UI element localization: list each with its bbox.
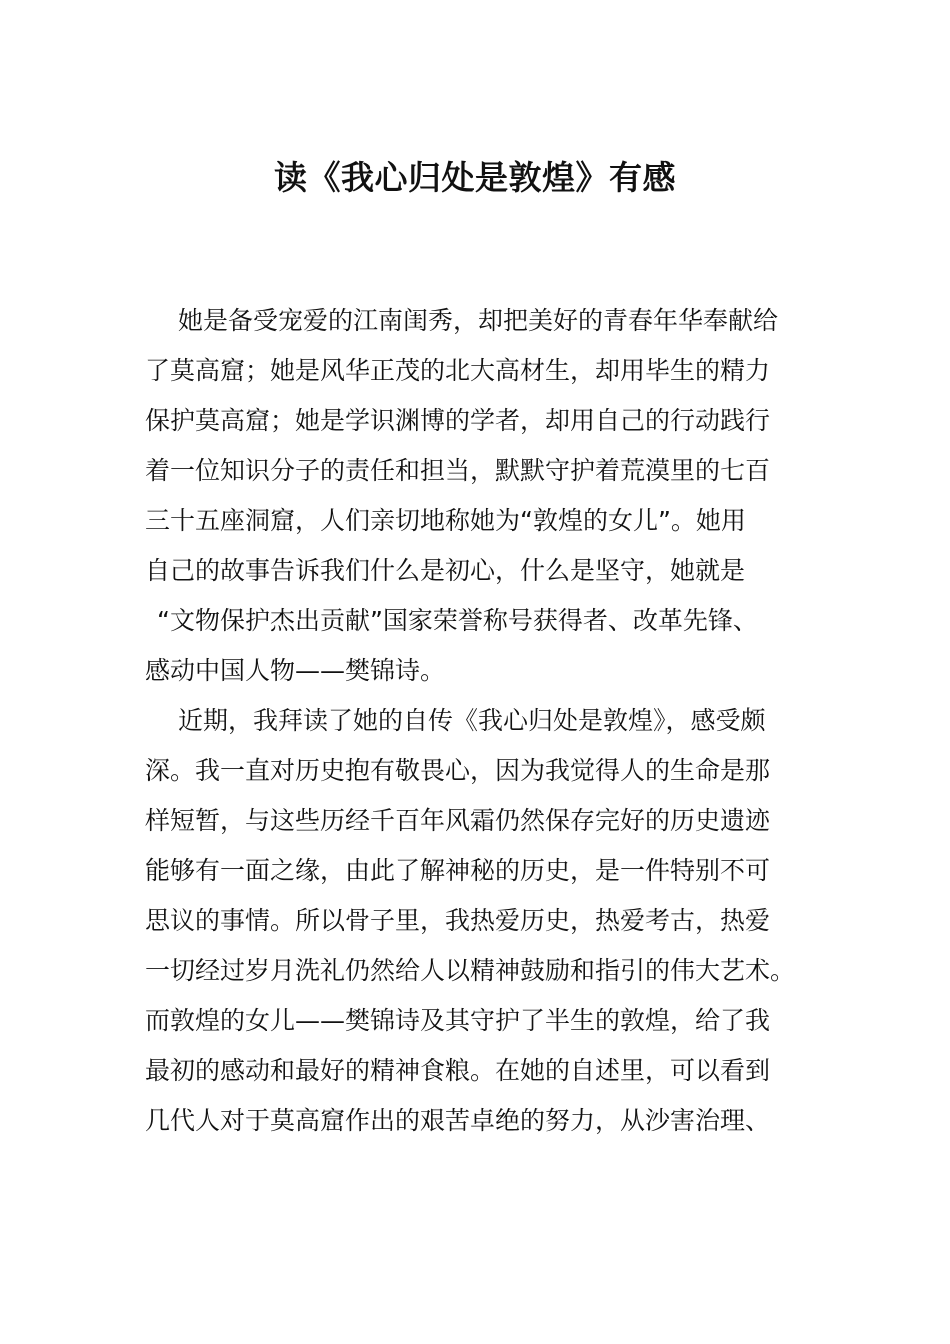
paragraph-line: 近期，我拜读了她的自传《我心归处是敦煌》，感受颇 [178,706,766,735]
paragraph [145,696,805,1146]
paragraph-line: 样短暂，与这些历经千百年风霜仍然保存完好的历史遗迹 [145,806,771,835]
document-title: 读《我心归处是敦煌》有感 [274,158,676,197]
paragraph-line: 自己的故事告诉我们什么是初心，什么是坚守，她就是 [145,556,746,585]
paragraph-line: 感动中国人物——樊锦诗。 [145,656,446,685]
paragraph-line: 几代人对于莫高窟作出的艰苦卓绝的努力，从沙害治理、 [145,1106,771,1135]
paragraph-line: 着一位知识分子的责任和担当，默默守护着荒漠里的七百 [145,456,771,485]
paragraph-line: 保护莫高窟；她是学识渊博的学者，却用自己的行动践行 [145,406,771,435]
paragraph-line: 思议的事情。所以骨子里，我热爱历史，热爱考古，热爱 [145,906,771,935]
paragraph-line: 深。我一直对历史抱有敬畏心，因为我觉得人的生命是那 [145,756,771,785]
paragraph-line: 三十五座洞窟，人们亲切地称她为“敦煌的女儿”。她用 [145,506,746,535]
paragraph-line: 而敦煌的女儿——樊锦诗及其守护了半生的敦煌，给了我 [145,1006,771,1035]
paragraph-line: 她是备受宠爱的江南闺秀，却把美好的青春年华奉献给 [178,306,779,335]
paragraph-line: “文物保护杰出贡献”国家荣誉称号获得者、改革先锋、 [157,606,758,635]
document-body [145,296,805,1146]
paragraph-line: 能够有一面之缘，由此了解神秘的历史，是一件特别不可 [145,856,771,885]
paragraph-line: 一切经过岁月洗礼仍然给人以精神鼓励和指引的伟大艺术。 [145,956,796,985]
paragraph-line: 了莫高窟；她是风华正茂的北大高材生，却用毕生的精力 [145,356,771,385]
paragraph-line: 最初的感动和最好的精神食粮。在她的自述里，可以看到 [145,1056,771,1085]
paragraph [145,296,805,696]
